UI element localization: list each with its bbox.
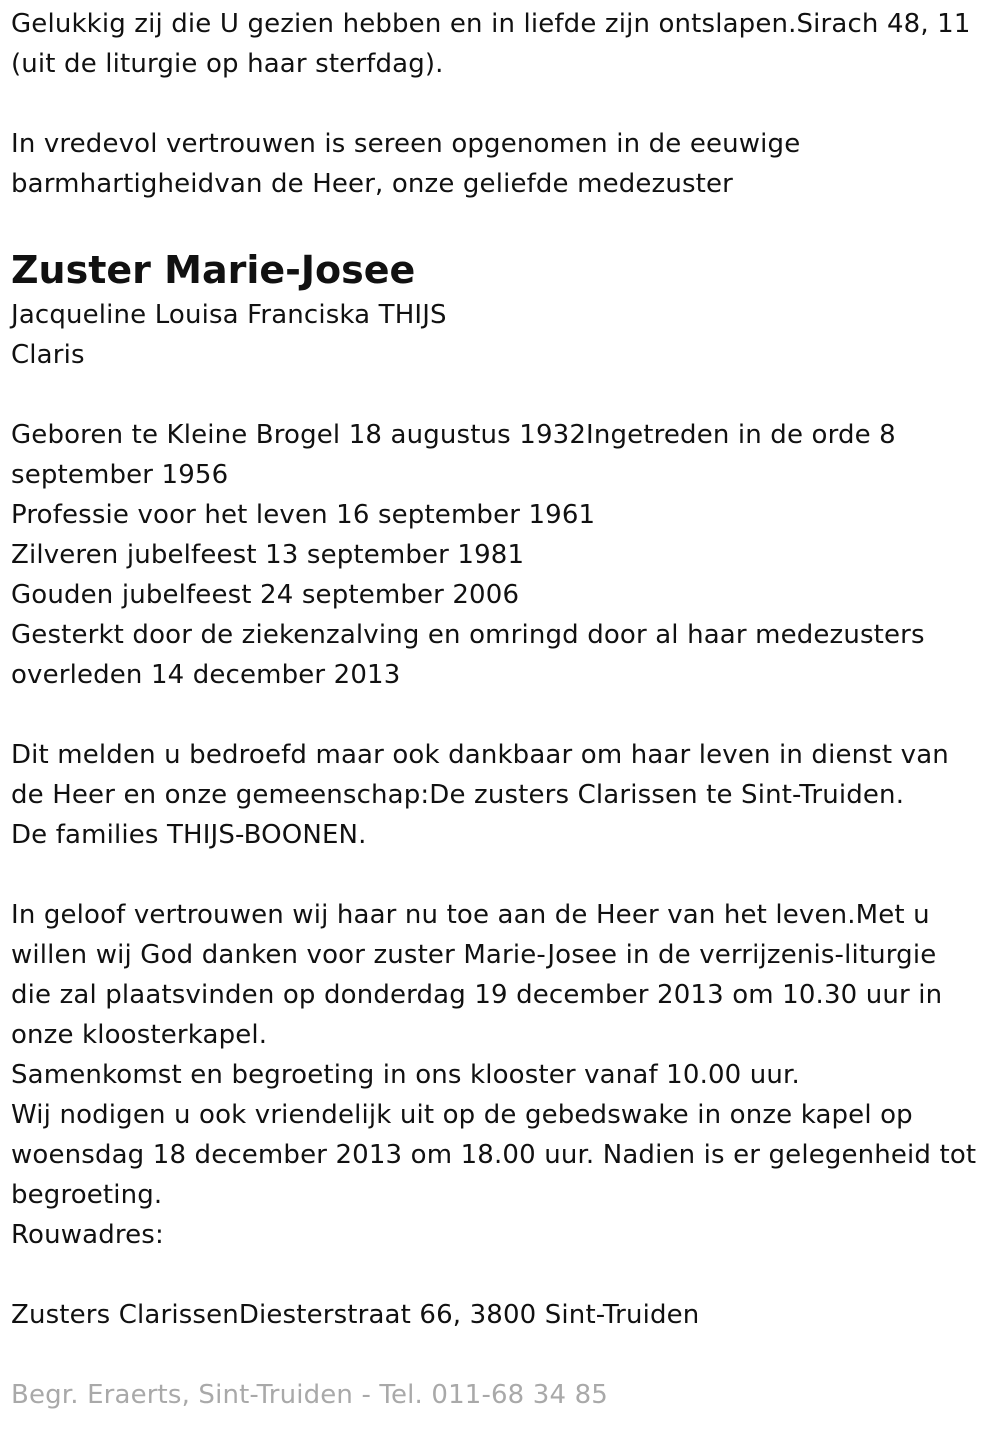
life-event-line: Professie voor het leven 16 september 1961 — [11, 500, 596, 530]
life-event-line: Geboren te Kleine Brogel 18 augustus 1932Ingetreden in de orde 8 — [11, 420, 896, 450]
ceremony-line: woensdag 18 december 2013 om 18.00 uur. Nadien is er gelegenheid tot — [11, 1140, 977, 1170]
quote-source-line: (uit de liturgie op haar sterfdag). — [11, 49, 444, 79]
deceased-block — [11, 245, 986, 375]
deceased-name: Zuster Marie-Josee — [11, 248, 416, 292]
spacer — [11, 204, 986, 244]
quote-block — [11, 4, 986, 84]
mourning-address: Zusters ClarissenDiesterstraat 66, 3800 Sint-Truiden — [11, 1300, 700, 1330]
ceremony-line: willen wij God danken voor zuster Marie-Josee in de verrijzenis-liturgie — [11, 940, 937, 970]
ceremony-line: Wij nodigen u ook vriendelijk uit op de gebedswake in onze kapel op — [11, 1100, 913, 1130]
ceremony-line: die zal plaatsvinden op donderdag 19 december 2013 om 10.30 uur in — [11, 980, 943, 1010]
intro-line: barmhartigheidvan de Heer, onze geliefde medezuster — [11, 169, 733, 199]
deceased-full-name: Jacqueline Louisa Franciska THIJS — [11, 300, 447, 330]
life-event-line: september 1956 — [11, 460, 229, 490]
announcement-line: Dit melden u bedroefd maar ook dankbaar om haar leven in dienst van — [11, 740, 949, 770]
intro-block — [11, 124, 986, 204]
announcement-line: de Heer en onze gemeenschap:De zusters Clarissen te Sint-Truiden. — [11, 780, 905, 810]
spacer — [11, 855, 986, 895]
obituary-card — [11, 4, 986, 1415]
funeral-home-footer: Begr. Eraerts, Sint-Truiden - Tel. 011-68 34 85 — [11, 1380, 608, 1410]
spacer — [11, 695, 986, 735]
spacer — [11, 1255, 986, 1295]
life-event-line: Gouden jubelfeest 24 september 2006 — [11, 580, 520, 610]
intro-line: In vredevol vertrouwen is sereen opgenomen in de eeuwige — [11, 129, 801, 159]
life-events-block — [11, 415, 986, 695]
quote-line: Gelukkig zij die U gezien hebben en in liefde zijn ontslapen.Sirach 48, 11 — [11, 9, 971, 39]
families-line: De families THIJS-BOONEN. — [11, 820, 367, 850]
announcement-block — [11, 735, 986, 855]
spacer — [11, 1335, 986, 1375]
ceremony-line: In geloof vertrouwen wij haar nu toe aan de Heer van het leven.Met u — [11, 900, 930, 930]
ceremony-line: Samenkomst en begroeting in ons klooster vanaf 10.00 uur. — [11, 1060, 800, 1090]
address-block — [11, 1295, 986, 1335]
life-event-line: Zilveren jubelfeest 13 september 1981 — [11, 540, 525, 570]
deceased-order: Claris — [11, 340, 85, 370]
ceremony-line: begroeting. — [11, 1180, 163, 1210]
life-event-line: overleden 14 december 2013 — [11, 660, 401, 690]
ceremony-line: onze kloosterkapel. — [11, 1020, 268, 1050]
footer-block — [11, 1375, 986, 1415]
spacer — [11, 84, 986, 124]
ceremony-block — [11, 895, 986, 1255]
spacer — [11, 375, 986, 415]
mourning-address-label: Rouwadres: — [11, 1220, 164, 1250]
life-event-line: Gesterkt door de ziekenzalving en omringd door al haar medezusters — [11, 620, 925, 650]
